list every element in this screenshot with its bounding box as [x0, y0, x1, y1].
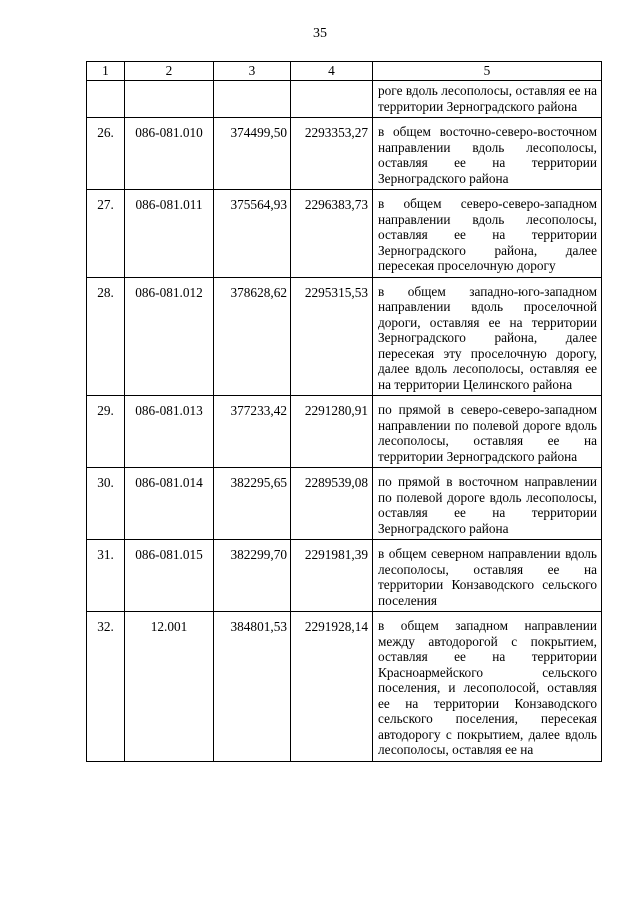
header-col-4: 4 [291, 62, 373, 81]
table-row [87, 277, 602, 396]
description-cell: по прямой в восточном направлении по полевой дороге вдоль лесополосы, оставляя ее на территории Зерноградского района [373, 468, 602, 540]
point-code-cell: 086-081.013 [125, 396, 214, 468]
x-coordinate-cell [214, 81, 291, 118]
table-header-row [87, 62, 602, 81]
header-col-5: 5 [373, 62, 602, 81]
row-number-cell: 32. [87, 612, 125, 762]
row-number-cell: 31. [87, 540, 125, 612]
description-cell: в общем северо-северо-западном направлении вдоль лесополосы, оставляя ее на территории Зерноградского района, далее пересекая проселочную дорогу [373, 190, 602, 278]
table-row [87, 396, 602, 468]
x-coordinate-cell: 382295,65 [214, 468, 291, 540]
y-coordinate-cell: 2289539,08 [291, 468, 373, 540]
x-coordinate-cell: 375564,93 [214, 190, 291, 278]
header-col-2: 2 [125, 62, 214, 81]
x-coordinate-cell: 377233,42 [214, 396, 291, 468]
table-row [87, 468, 602, 540]
point-code-cell: 086-081.012 [125, 277, 214, 396]
row-number-cell [87, 81, 125, 118]
description-cell: по прямой в северо-северо-западном направлении по полевой дороге вдоль лесополосы, оставляя ее на территории Зерноградского района [373, 396, 602, 468]
table-row [87, 190, 602, 278]
point-code-cell: 086-081.014 [125, 468, 214, 540]
row-number-cell: 30. [87, 468, 125, 540]
description-cell: роге вдоль лесополосы, оставляя ее на территории Зерноградского района [373, 81, 602, 118]
description-cell: в общем западном направлении между автодорогой с покрытием, оставляя ее на территории Красноармейского сельского поселения, и лесополосой, оставляя ее на территории Конзаводского сельского поселения, пересекая автодорогу с покрытием, далее вдоль лесополосы, оставляя ее на [373, 612, 602, 762]
x-coordinate-cell: 384801,53 [214, 612, 291, 762]
boundary-table [86, 61, 602, 762]
y-coordinate-cell: 2291280,91 [291, 396, 373, 468]
row-number-cell: 28. [87, 277, 125, 396]
row-number-cell: 27. [87, 190, 125, 278]
description-cell: в общем северном направлении вдоль лесополосы, оставляя ее на территории Конзаводского сельского поселения [373, 540, 602, 612]
table-row [87, 81, 602, 118]
row-number-cell: 26. [87, 118, 125, 190]
x-coordinate-cell: 374499,50 [214, 118, 291, 190]
header-col-3: 3 [214, 62, 291, 81]
table-row [87, 118, 602, 190]
point-code-cell: 086-081.015 [125, 540, 214, 612]
y-coordinate-cell: 2296383,73 [291, 190, 373, 278]
x-coordinate-cell: 378628,62 [214, 277, 291, 396]
y-coordinate-cell: 2295315,53 [291, 277, 373, 396]
header-col-1: 1 [87, 62, 125, 81]
point-code-cell: 086-081.010 [125, 118, 214, 190]
description-cell: в общем восточно-северо-восточном направлении вдоль лесополосы, оставляя ее на территории Зерноградского района [373, 118, 602, 190]
point-code-cell [125, 81, 214, 118]
y-coordinate-cell: 2293353,27 [291, 118, 373, 190]
point-code-cell: 12.001 [125, 612, 214, 762]
y-coordinate-cell: 2291928,14 [291, 612, 373, 762]
description-cell: в общем западно-юго-западном направлении вдоль проселочной дороги, оставляя ее на территории Зерноградского района, далее пересекая эту проселочную дорогу, далее вдоль лесополосы, оставляя ее на территории Целинского района [373, 277, 602, 396]
y-coordinate-cell: 2291981,39 [291, 540, 373, 612]
row-number-cell: 29. [87, 396, 125, 468]
table-row [87, 540, 602, 612]
x-coordinate-cell: 382299,70 [214, 540, 291, 612]
point-code-cell: 086-081.011 [125, 190, 214, 278]
table-row [87, 612, 602, 762]
page-number: 35 [313, 26, 327, 41]
y-coordinate-cell [291, 81, 373, 118]
